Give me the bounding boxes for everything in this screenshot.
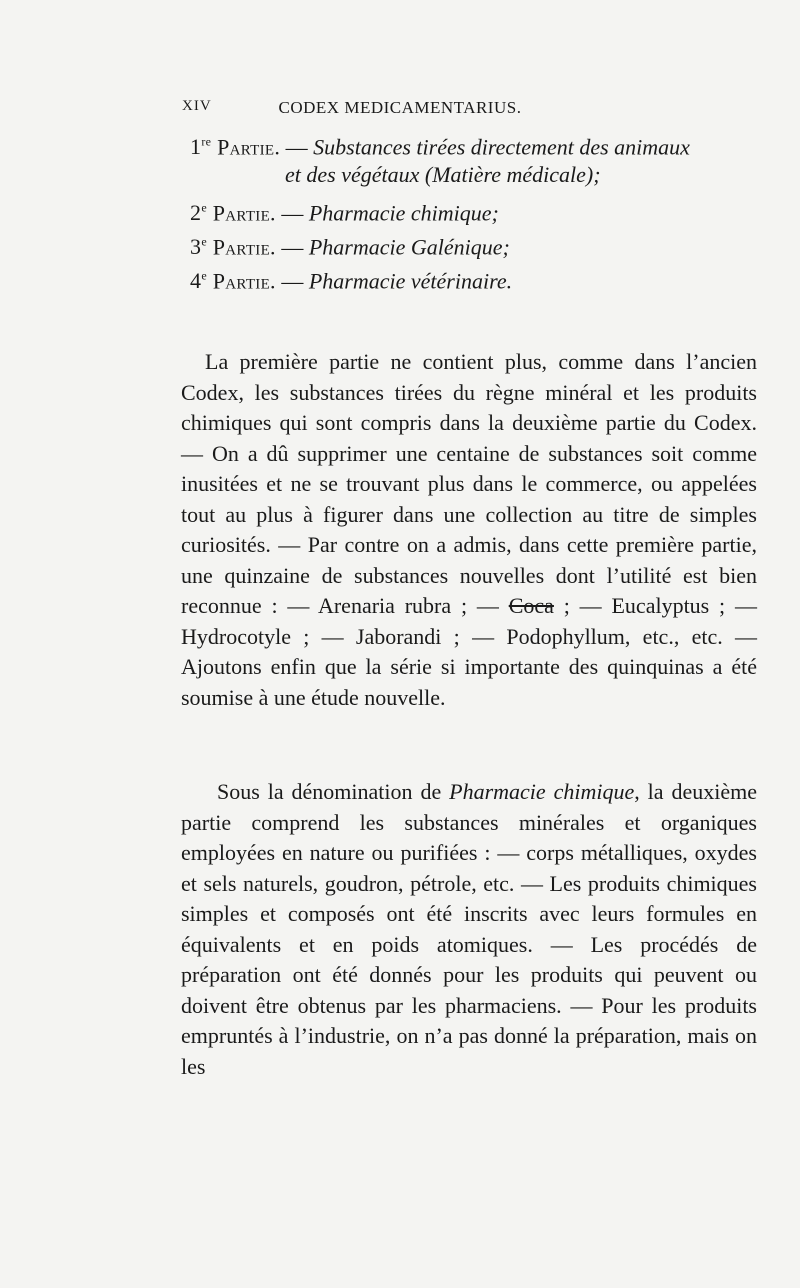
page-number: XIV [182, 98, 212, 114]
part-label: 2e Partie. [190, 200, 276, 226]
running-title: CODEX MEDICAMENTARIUS. [278, 98, 522, 117]
part-title: Substances tirées directement des animaux [313, 134, 690, 160]
part-item: 3e Partie. — Pharmacie Galénique; [190, 234, 510, 260]
part-title: Pharmacie vétérinaire. [308, 268, 513, 294]
part-item: 2e Partie. — Pharmacie chimique; [190, 200, 499, 226]
body-paragraph: Sous la dénomination de Pharmacie chimique, la deuxième partie comprend les substances minérales et organiques employées en nature ou purifiées : — corps métalliques, oxydes et sels naturels, goudron, pétrole, etc. — Les produits chimiques simples et composés ont été inscrits avec leurs formules en équivalents et en poids atomiques. — Les procédés de préparation ont été donnés pour les produits qui peuvent ou doivent être obtenus par les pharmaciens. — Pour les produits empruntés à l’industrie, on n’a pas donné la préparation, mais on les [181, 779, 758, 1079]
page-header [0, 98, 800, 124]
part-item: 1re Partie. — Substances tirées directement des animaux et des végétaux (Matière médicale); [190, 134, 690, 187]
part-label: 3e Partie. [190, 234, 276, 260]
body-paragraph: La première partie ne contient plus, comme dans l’ancien Codex, les substances tirées du règne minéral et les produits chimiques qui sont compris dans la deuxième partie du Codex. — On a dû supprimer une centaine de substances soit comme inusitées et ne se trouvant plus dans le commerce, ou appelées tout au plus à figurer dans une collection au titre de simples curiosités. — Par contre on a admis, dans cette première partie, une quinzaine de substances nouvelles dont l’utilité est bien reconnue : — Arenaria rubra ; — Coca ; — Eucalyptus ; — Hydrocotyle ; — Jaborandi ; — Podophyllum, etc., etc. — Ajoutons enfin que la série si importante des quinquinas a été soumise à une étude nouvelle. [181, 349, 757, 710]
part-label: 1re Partie. [190, 134, 281, 160]
part-title-continuation: et des végétaux (Matière médicale); [285, 162, 601, 187]
italic-term: Pharmacie chimique [449, 779, 635, 804]
parts-list [190, 128, 770, 296]
part-label: 4e Partie. [190, 268, 276, 294]
struck-word: Coca [508, 593, 554, 618]
part-item: 4e Partie. — Pharmacie vétérinaire. [190, 268, 513, 294]
part-title: Pharmacie chimique; [308, 200, 499, 226]
part-title: Pharmacie Galénique; [308, 234, 510, 260]
